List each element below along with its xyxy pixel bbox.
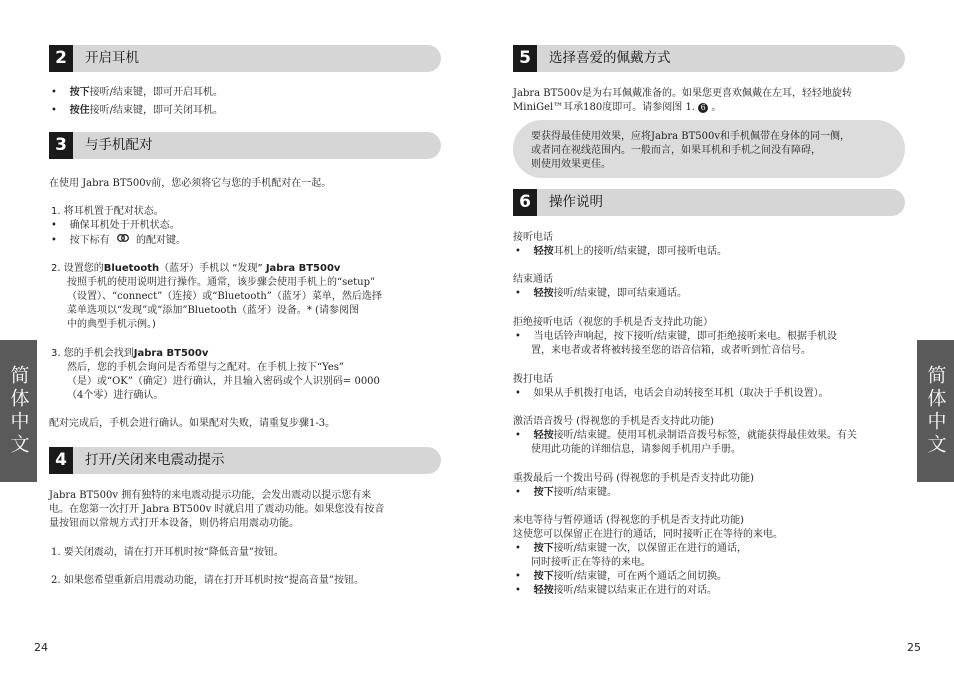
section-3-header xyxy=(49,132,441,159)
step-3-line: 然后，您的手机会询问是否希望与之配对。在手机上按下“Yes” xyxy=(67,362,345,373)
list-item-cont: 使用此功能的详细信息，请参阅手机用户手册。 xyxy=(531,444,741,455)
group-intro: 这使您可以保留正在进行的通话，同时接听正在等待的来电。 xyxy=(513,529,783,540)
paragraph-line: Jabra BT500v 拥有独特的来电震动提示功能，会发出震动以提示您有来 xyxy=(49,490,372,501)
section-title: 开启耳机 xyxy=(85,50,139,66)
right-page xyxy=(477,0,954,687)
list-item: 2. 如果您希望重新启用震动功能，请在打开耳机时按“提高音量”按钮。 xyxy=(51,575,364,586)
figure-ref-icon: 6 xyxy=(698,103,708,113)
list-item: • 轻按接听/结束键。使用耳机录制语音拨号标签，就能获得最佳效果。有关 xyxy=(515,430,857,441)
group-heading: 重拨最后一个拨出号码 (得视您的手机是否支持此功能) xyxy=(513,473,754,484)
section-number: 2 xyxy=(49,45,73,72)
section-6-header xyxy=(513,189,905,216)
group-heading: 拨打电话 xyxy=(513,374,553,385)
list-item: 1. 要关闭震动，请在打开耳机时按“降低音量”按钮。 xyxy=(51,547,284,558)
note-line: 或者同在视线范围内。一般而言，如果耳机和手机之间没有障碍， xyxy=(531,145,821,156)
step-1-title: 1. 将耳机置于配对状态。 xyxy=(51,206,164,217)
list-item: • 轻按耳机上的接听/结束键，即可接听电话。 xyxy=(515,246,727,257)
language-side-tab: 简体中文 xyxy=(917,340,954,482)
section-number: 5 xyxy=(513,45,537,72)
pairing-icon xyxy=(117,233,129,248)
note-line: 要获得最佳使用效果，应将Jabra BT500v和手机佩带在身体的同一侧， xyxy=(531,131,851,142)
section-number: 6 xyxy=(513,189,537,216)
note-line: 则使用效果更佳。 xyxy=(531,159,611,170)
section-4-header xyxy=(49,447,441,474)
paragraph-line: 电。在您第一次打开 Jabra BT500v 时就启用了震动功能。如果您没有按音 xyxy=(49,504,385,515)
outro-text: 配对完成后，手机会进行确认。如果配对失败，请重复步骤1-3。 xyxy=(49,418,336,429)
paragraph-line: MiniGel™耳承180度即可。请参阅图 1. 6 。 xyxy=(513,102,722,113)
step-3-line: （4个零）进行确认。 xyxy=(67,390,164,401)
list-item: • 按住接听/结束键，即可关闭耳机。 xyxy=(51,105,223,116)
section-number: 3 xyxy=(49,132,73,159)
list-item-cont: 同时接听正在等待的来电。 xyxy=(531,557,651,568)
step-2-line: 按照手机的使用说明进行操作。通常，该步骤会使用手机上的“setup” xyxy=(67,277,376,288)
page-number: 24 xyxy=(34,641,48,654)
section-title: 与手机配对 xyxy=(85,137,153,153)
step-2-line: 中的典型手机示例。) xyxy=(67,319,156,330)
list-item: • 按下接听/结束键，即可开启耳机。 xyxy=(51,87,223,98)
section-number: 4 xyxy=(49,447,73,474)
step-2-line: 菜单选项以“发现”或“添加”Bluetooth（蓝牙）设备。* (请参阅图 xyxy=(67,305,359,316)
list-item: • 当电话铃声响起，按下接听/结束键，即可拒绝接听来电。根据手机设 xyxy=(515,331,837,342)
language-side-tab: 简体中文 xyxy=(0,340,37,482)
group-heading: 接听电话 xyxy=(513,232,553,243)
list-item: • 按下接听/结束键，可在两个通话之间切换。 xyxy=(515,571,727,582)
list-item: • 按下标有 的配对键。 xyxy=(51,235,186,246)
intro-text: 在使用 Jabra BT500v前，您必须将它与您的手机配对在一起。 xyxy=(49,178,332,189)
step-2-line: （设置）、“connect”（连接）或“Bluetooth”（蓝牙）菜单，然后选择 xyxy=(67,291,382,302)
section-title: 选择喜爱的佩戴方式 xyxy=(549,50,671,66)
list-item-cont: 置，来电者或者将被转接至您的语音信箱，或者听到忙音信号。 xyxy=(531,345,811,356)
group-heading: 拒绝接听电话（视您的手机是否支持此功能） xyxy=(513,317,713,328)
list-item: • 如果从手机拨打电话，电话会自动转接至耳机（取决于手机设置）。 xyxy=(515,388,829,399)
step-3-line: （是）或“OK”（确定）进行确认，并且输入密码或个人识别码= 0000 xyxy=(67,376,380,387)
section-title: 操作说明 xyxy=(549,194,603,210)
list-item: • 轻按接听/结束键，即可结束通话。 xyxy=(515,288,687,299)
group-heading: 来电等待与暂停通话 (得视您的手机是否支持此功能) xyxy=(513,515,744,526)
group-heading: 激活语音拨号 (得视您的手机是否支持此功能) xyxy=(513,416,714,427)
list-item: • 轻按接听/结束键以结束正在进行的对话。 xyxy=(515,585,717,596)
step-3-title: 3. 您的手机会找到Jabra BT500v xyxy=(51,348,209,359)
section-title: 打开/关闭来电震动提示 xyxy=(85,452,225,468)
section-5-header xyxy=(513,45,905,72)
list-item: • 按下接听/结束键。 xyxy=(515,487,617,498)
group-heading: 结束通话 xyxy=(513,274,553,285)
paragraph-line: 量按钮而以常规方式打开本设备，则仍将启用震动功能。 xyxy=(49,518,299,529)
list-item: • 按下接听/结束键一次，以保留正在进行的通话， xyxy=(515,543,747,554)
list-item: • 确保耳机处于开机状态。 xyxy=(51,220,180,231)
step-2-title: 2. 设置您的Bluetooth（蓝牙）手机以 “发现” Jabra BT500v xyxy=(51,263,341,274)
paragraph-line: Jabra BT500v是为右耳佩戴准备的。如果您更喜欢佩戴在左耳，轻轻地旋转 xyxy=(513,88,853,99)
page-number: 25 xyxy=(907,641,921,654)
section-2-header xyxy=(49,45,441,72)
